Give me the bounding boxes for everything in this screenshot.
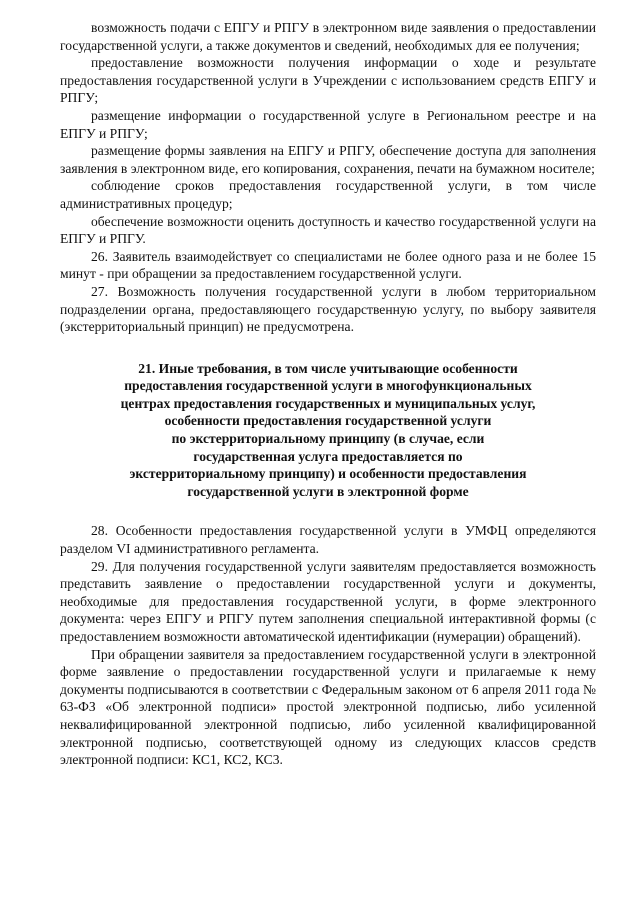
paragraph-deadlines: соблюдение сроков предоставления государственной услуги, в том числе административных процедур;	[60, 178, 596, 211]
paragraph-epgu-application: возможность подачи с ЕПГУ и РПГУ в электронном виде заявления о предоставлении государственной услуги, а также документов и сведений, необходимых для ее получения;	[60, 20, 596, 53]
heading-line: экстерриториальному принципу) и особенности предоставления	[129, 466, 527, 482]
paragraph-progress-info: предоставление возможности получения информации о ходе и результате предоставления государственной услуги в Учреждении с использованием средств ЕПГУ и РПГУ;	[60, 55, 596, 106]
heading-line: предоставления государственной услуги в многофункциональных	[124, 378, 532, 394]
paragraph-registry-info: размещение информации о государственной услуге в Региональном реестре и на ЕПГУ и РПГУ;	[60, 107, 596, 141]
heading-line: государственной услуги в электронной форме	[187, 483, 469, 499]
paragraph-electronic-signature: При обращении заявителя за предоставлением государственной услуги в электронной форме заявление о предоставлении государственной услуги и прилагаемые к нему документы подписываются в соответствии с Федеральным законом от 6 апреля 2011 года № 63-ФЗ «Об электронной подписи» простой электронной подписью, либо усиленной неквалифицированной электронной подписью, либо усиленной квалифицированной электронной подписью, соответствующей одному из следующих классов средств электронной подписи: КС1, КС2, КС3.	[60, 646, 596, 768]
paragraph-item-26: 26. Заявитель взаимодействует со специалистами не более одного раза и не более 15 минут - при обращении за предоставлением государственной услуги.	[60, 248, 596, 282]
heading-line: особенности предоставления государственной услуги	[164, 413, 492, 429]
heading-line: 21. Иные требования, в том числе учитывающие особенности	[138, 360, 518, 376]
paragraph-item-28: 28. Особенности предоставления государственной услуги в УМФЦ определяются разделом VI административного регламента.	[60, 523, 596, 557]
document-page	[60, 19, 596, 769]
heading-line: центрах предоставления государственных и муниципальных услуг,	[120, 395, 536, 411]
paragraph-form-placement: размещение формы заявления на ЕПГУ и РПГУ, обеспечение доступа для заполнения заявления в электронном виде, его копирования, сохранения, печати на бумажном носителе;	[60, 143, 596, 176]
paragraph-item-27: 27. Возможность получения государственной услуги в любом территориальном подразделении органа, предоставляющего государственную услугу, по выбору заявителя (экстерриториальный принцип) не предусмотрена.	[60, 283, 596, 335]
section-21-heading	[60, 360, 596, 501]
paragraph-quality-assessment: обеспечение возможности оценить доступность и качество государственной услуги на ЕПГУ и РПГУ.	[60, 213, 596, 247]
heading-line: государственная услуга предоставляется по	[193, 448, 463, 464]
heading-line: по экстерриториальному принципу (в случае, если	[171, 431, 485, 447]
paragraph-item-29: 29. Для получения государственной услуги заявителям предоставляется возможность представить заявление о предоставлении государственной услуги и документы, необходимые для предоставления государственной услуги, в форме электронного документа: через ЕПГУ и РПГУ путем заполнения специальной интерактивной формы (с предоставлением возможности автоматической идентификации (нумерации) обращений).	[60, 558, 596, 644]
